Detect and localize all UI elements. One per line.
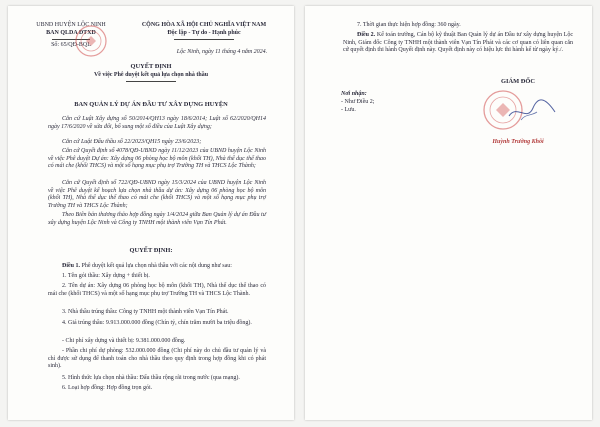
preamble-5: Theo Biên bản thương thảo hợp đồng ngày 1/4/2024 giữa Ban Quản lý dự án Đầu tư xây dựng huyện Lộc Ninh và Công ty TNHH một thành viên Vạn Tín Phát. bbox=[48, 212, 266, 226]
article-1-item-1: 1. Tên gói thầu: Xây dựng + thiết bị. bbox=[62, 273, 150, 279]
place-date: Lộc Ninh, ngày 11 tháng 4 năm 2024. bbox=[176, 49, 268, 55]
article-1-item-4b: - Phần chi phí dự phòng: 532.000.000 đồng (Chi phí này do chủ đầu tư quản lý và chỉ được sử dụng để thanh toán cho nhà thầu theo quy định trong hợp đồng khi có phát sinh). bbox=[48, 348, 266, 370]
article-1-item-5: 5. Hình thức lựa chọn nhà thầu: Đấu thầu rộng rãi trong nước (qua mạng). bbox=[62, 375, 240, 381]
national-motto: Độc lập - Tự do - Hạnh phúc bbox=[167, 30, 241, 36]
document-page-2 bbox=[305, 6, 592, 420]
signer-title: GIÁM ĐỐC bbox=[501, 78, 535, 85]
country-header: CỘNG HÒA XÃ HỘI CHỦ NGHĨA VIỆT NAM bbox=[141, 22, 267, 28]
stamp-signature-icon bbox=[475, 86, 565, 136]
issuer-heading: BAN QUẢN LÝ DỰ ÁN ĐẦU TƯ XÂY DỰNG HUYỆN bbox=[74, 101, 228, 108]
document-subject: Về việc Phê duyệt kết quả lựa chọn nhà thầu bbox=[93, 72, 209, 78]
preamble-4: Căn cứ Quyết định số 722/QĐ-UBND ngày 15/3/2024 của UBND huyện Lộc Ninh về việc Phê duyệt kế hoạch lựa chọn nhà thầu dự án: Xây dựng 06 phòng học bộ môn (khối TH), Nhà thể dục thể thao có mái che (khối THCS) và một số hạng mục phụ trợ Trường TH và THCS Lộc Thành; bbox=[48, 180, 266, 209]
document-page-1 bbox=[8, 6, 294, 420]
recipients-label: Nơi nhận: bbox=[341, 91, 367, 97]
article-1-item-2: 2. Tên dự án: Xây dựng 06 phòng học bộ môn (khối TH), Nhà thể dục thể thao có mái che (khối THCS) và một số hạng mục phụ trợ Trường TH và THCS Lộc Thành. bbox=[48, 283, 266, 297]
document-number: Số: 65/QĐ-BQL bbox=[51, 42, 91, 48]
article-2: Điều 2. Kế toán trưởng, Cán bộ kỹ thuật Ban Quản lý dự án Đầu tư xây dựng huyện Lộc Ninh, Giám đốc Công ty TNHH một thành viên Vạn Tín Phát và các cơ quan có liên quan căn cứ quyết định thi hành Quyết định này. Quyết định này có hiệu lực thi hành kể từ ngày ký./. bbox=[343, 32, 574, 54]
article-1-intro: Điều 1. Phê duyệt kết quả lựa chọn nhà thầu với các nội dung như sau: bbox=[62, 263, 232, 269]
preamble-1: Căn cứ Luật Xây dựng số 50/2014/QH13 ngày 18/6/2014; Luật số 62/2020/QH14 ngày 17/6/2020 về sửa đổi, bổ sung một số điều của Luật Xây dựng; bbox=[48, 116, 266, 130]
preamble-3: Căn cứ Quyết định số 4078/QĐ-UBND ngày 11/12/2023 của UBND huyện Lộc Ninh về việc Phê duyệt Dự án: Xây dựng 06 phòng học bộ môn (khối TH), Nhà thể dục thể thao có mái che (khối THCS) và một số hạng mục phụ trợ Trường TH và THCS Lộc Thành; bbox=[48, 148, 266, 170]
agency-parent: UBND HUYỆN LỘC NINH bbox=[36, 22, 106, 28]
official-stamp-icon bbox=[74, 24, 108, 58]
article-1-item-6: 6. Loại hợp đồng: Hợp đồng trọn gói. bbox=[62, 385, 153, 391]
article-1-item-3: 3. Nhà thầu trúng thầu: Công ty TNHH một thành viên Vạn Tín Phát. bbox=[62, 309, 229, 315]
article-1-item-4: 4. Giá trúng thầu: 9.913.000.000 đồng (Chín tỷ, chín trăm mười ba triệu đồng). bbox=[62, 320, 252, 326]
recipient-1: - Như Điều 2; bbox=[341, 99, 375, 105]
preamble-2: Căn cứ Luật Đấu thầu số 22/2023/QH15 ngày 23/6/2023; bbox=[62, 139, 202, 145]
document-kind: QUYẾT ĐỊNH bbox=[130, 63, 172, 70]
signer-name: Huỳnh Trường Khôi bbox=[492, 139, 544, 145]
decision-heading: QUYẾT ĐỊNH: bbox=[129, 247, 173, 254]
recipient-2: - Lưu. bbox=[341, 107, 356, 113]
article-1-item-7: 7. Thời gian thực hiện hợp đồng: 360 ngày. bbox=[357, 22, 461, 28]
article-1-item-4a: - Chi phí xây dựng và thiết bị: 9.381.000.000 đồng. bbox=[62, 338, 186, 344]
agency-name: BAN QLDA ĐTXD bbox=[46, 30, 96, 36]
